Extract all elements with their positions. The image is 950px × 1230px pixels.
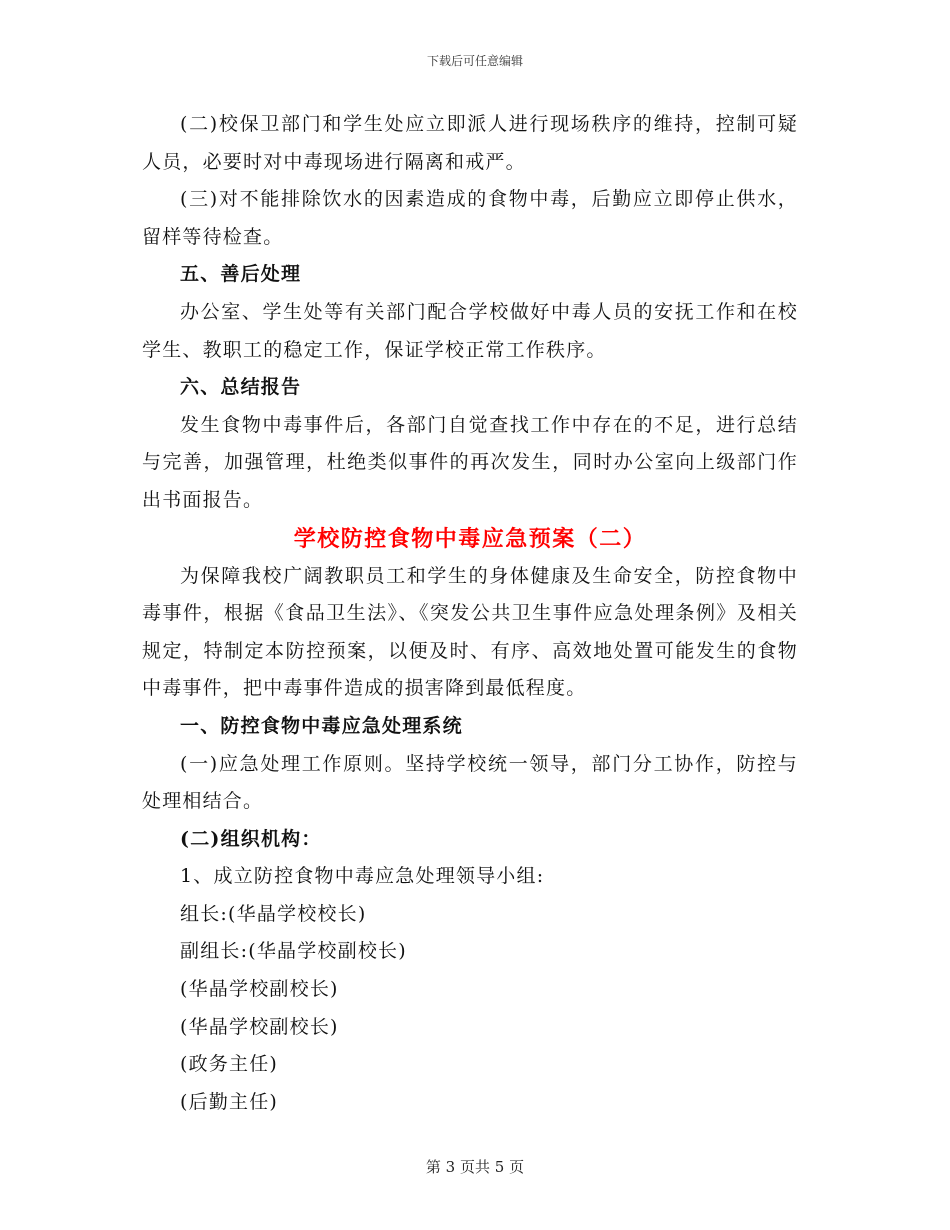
section-heading-organization: (二)组织机构：	[180, 827, 322, 850]
paragraph-principles: (一)应急处理工作原则。坚持学校统一领导，部门分工协作，防控与处理相结合。	[142, 752, 798, 813]
list-item-member: (华晶学校副校长)	[180, 978, 339, 1001]
paragraph-intro: 为保障我校广阔教职员工和学生的身体健康及生命安全，防控食物中毒事件，根据《食品卫生法》、《突发公共卫生事件应急处理条例》及相关规定，特制定本防控预案，以便及时、有序、高效地处置可能发生的食物中毒事件，把中毒事件造成的损害降到最低程度。	[142, 564, 798, 700]
document-body	[142, 106, 798, 1121]
paragraph-aftermath: 办公室、学生处等有关部门配合学校做好中毒人员的安抚工作和在校学生、教职工的稳定工作，保证学校正常工作秩序。	[142, 300, 798, 361]
paragraph-leading-group: 1、成立防控食物中毒应急处理领导小组:	[180, 865, 545, 888]
paragraph-water-supply: (三)对不能排除饮水的因素造成的食物中毒，后勤应立即停止供水，留样等待检查。	[142, 188, 798, 248]
list-item-member: (后勤主任)	[180, 1090, 279, 1113]
page-number: 第 3 页共 5 页	[425, 1158, 525, 1176]
list-item-member: (政务主任)	[180, 1053, 279, 1076]
section-heading-aftermath: 五、善后处理	[180, 263, 302, 286]
list-item-leader: 组长:(华晶学校校长)	[180, 902, 367, 925]
list-item-deputy-leader: 副组长:(华晶学校副校长)	[180, 940, 407, 963]
list-item-member: (华晶学校副校长)	[180, 1015, 339, 1038]
page-header: 下载后可任意编辑	[426, 54, 523, 68]
section-heading-emergency-system: 一、防控食物中毒应急处理系统	[180, 714, 463, 737]
document-title: 学校防控食物中毒应急预案（二）	[293, 525, 647, 552]
paragraph-security-dept: (二)校保卫部门和学生处应立即派人进行现场秩序的维持，控制可疑人员，必要时对中毒现场进行隔离和戒严。	[142, 113, 798, 173]
section-heading-summary-report: 六、总结报告	[180, 376, 302, 399]
paragraph-summary-report: 发生食物中毒事件后，各部门自觉查找工作中存在的不足，进行总结与完善，加强管理，杜绝类似事件的再次发生，同时办公室向上级部门作出书面报告。	[142, 413, 798, 511]
